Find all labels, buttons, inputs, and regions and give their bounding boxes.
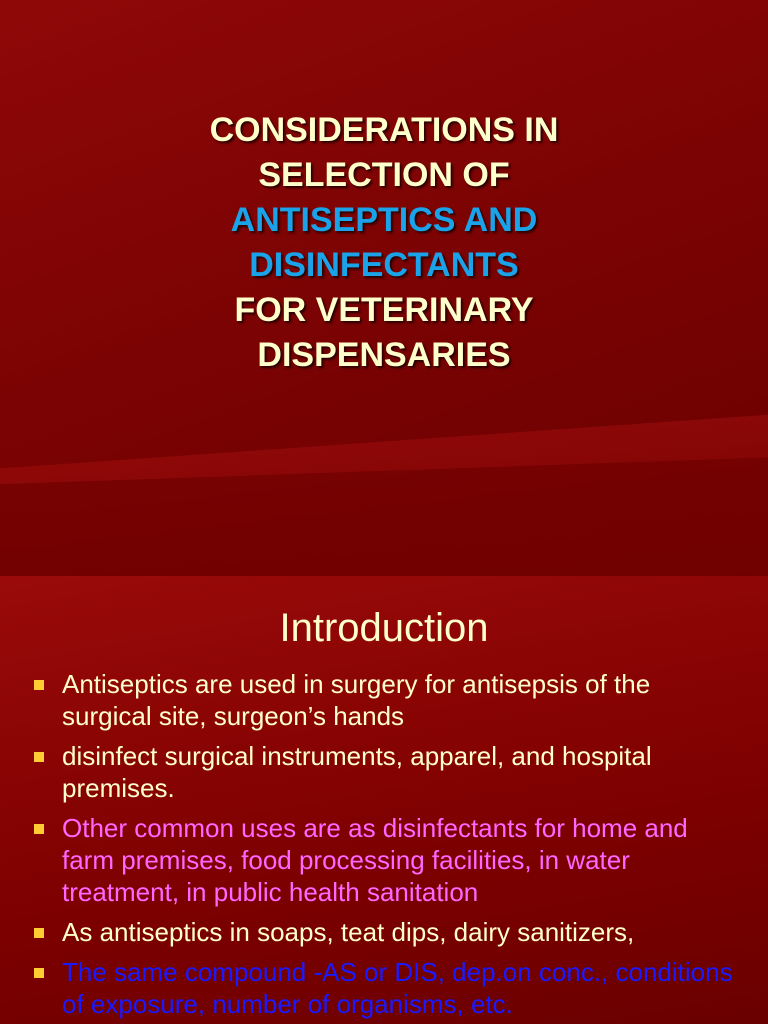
bullet-square-icon (34, 968, 44, 978)
list-item (34, 956, 734, 1020)
bullet-square-icon (34, 928, 44, 938)
bullet-text: Other common uses are as disinfectants for home and farm premises, food processing facilities, in water treatment, in public health sanitation (62, 813, 688, 907)
title-line-highlight: ANTISEPTICS AND (230, 201, 538, 239)
title-line: FOR VETERINARY (234, 291, 534, 329)
list-item (34, 812, 734, 908)
title-line: SELECTION OF (258, 156, 510, 194)
bullet-text: The same compound -AS or DIS, dep.on conc., conditions of exposure, number of organisms, etc. (62, 957, 733, 1019)
bullet-square-icon (34, 824, 44, 834)
list-item (34, 916, 734, 948)
bullet-square-icon (34, 752, 44, 762)
bullet-text: disinfect surgical instruments, apparel, and hospital premises. (62, 741, 652, 803)
title-line-highlight: DISINFECTANTS (249, 246, 519, 284)
bullet-list (34, 668, 734, 1024)
list-item (34, 740, 734, 804)
title-line: DISPENSARIES (257, 336, 511, 374)
slide-title (0, 108, 768, 378)
slide-heading: Introduction (279, 606, 489, 650)
list-item (34, 668, 734, 732)
bullet-text: Antiseptics are used in surgery for antisepsis of the surgical site, surgeon’s hands (62, 669, 651, 731)
bullet-text: As antiseptics in soaps, teat dips, dairy sanitizers, (62, 917, 635, 947)
bullet-square-icon (34, 680, 44, 690)
introduction-slide (0, 576, 768, 1024)
title-line: CONSIDERATIONS IN (209, 111, 559, 149)
